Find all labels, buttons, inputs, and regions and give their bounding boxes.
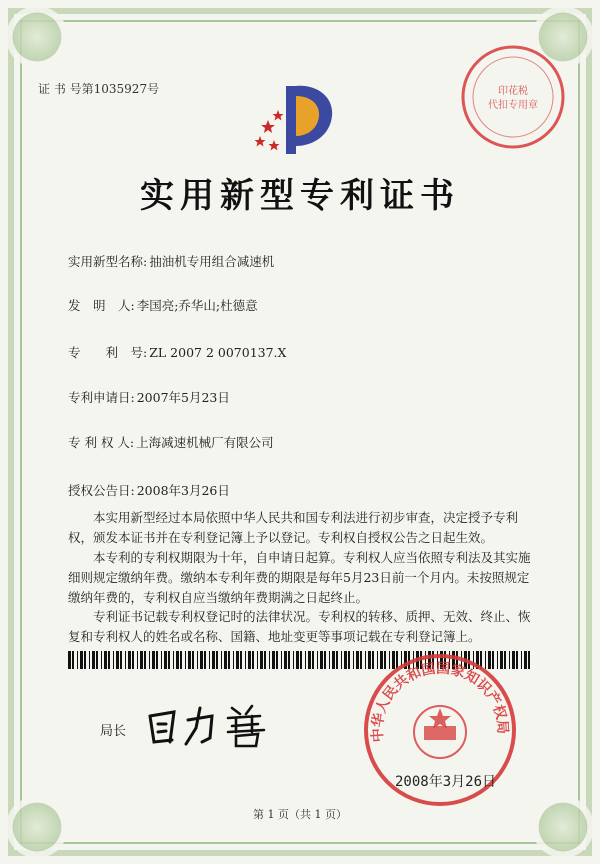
- barcode-bar: [204, 651, 206, 669]
- barcode-bar: [108, 651, 110, 669]
- field-value: 2008年3月26日: [136, 483, 230, 498]
- field-label: 实用新型名称:: [68, 254, 148, 269]
- barcode-bar: [77, 651, 78, 669]
- barcode-bar: [140, 651, 143, 669]
- barcode-bar: [329, 651, 330, 669]
- svg-text:代扣专用章: 代扣专用章: [488, 100, 538, 111]
- barcode-bar: [281, 651, 282, 669]
- barcode-bar: [317, 651, 318, 669]
- page-number: 第 1 页（共 1 页）: [253, 808, 347, 821]
- certificate-title: 实用新型专利证书: [140, 176, 460, 216]
- barcode-bar: [216, 651, 218, 669]
- barcode-bar: [168, 651, 170, 669]
- barcode-bar: [144, 651, 146, 669]
- barcode-bar: [180, 651, 182, 669]
- barcode-bar: [156, 651, 158, 669]
- signature-label: 局长: [100, 724, 127, 739]
- barcode-bar: [72, 651, 74, 669]
- field-value: 抽油机专用组合减速机: [149, 254, 275, 269]
- barcode-bar: [344, 651, 347, 669]
- barcode-bar: [128, 651, 131, 669]
- field-patent-number: [68, 343, 286, 361]
- barcode-bar: [312, 651, 314, 669]
- barcode-bar: [293, 651, 294, 669]
- barcode-bar: [296, 651, 299, 669]
- barcode-bar: [176, 651, 179, 669]
- field-label: 专 利 权 人:: [68, 435, 135, 450]
- field-value: 李国亮;乔华山;杜德意: [136, 298, 258, 313]
- barcode-bar: [101, 651, 102, 669]
- field-label: 专利申请日:: [68, 390, 135, 405]
- barcode-bar: [276, 651, 278, 669]
- barcode-bar: [84, 651, 86, 669]
- barcode-bar: [188, 651, 191, 669]
- field-label: 专 利 号:: [68, 345, 148, 360]
- barcode-bar: [332, 651, 335, 669]
- field-value: 2007年5月23日: [136, 390, 230, 405]
- barcode-bar: [240, 651, 242, 669]
- barcode-bar: [68, 651, 71, 669]
- barcode-bar: [245, 651, 246, 669]
- barcode-bar: [197, 651, 198, 669]
- barcode-bar: [356, 651, 359, 669]
- barcode-bar: [116, 651, 119, 669]
- barcode-bar: [233, 651, 234, 669]
- barcode-bar: [305, 651, 306, 669]
- barcode-bar: [185, 651, 186, 669]
- barcode-bar: [192, 651, 194, 669]
- barcode-bar: [272, 651, 275, 669]
- barcode-bar: [308, 651, 311, 669]
- field-label: 授权公告日:: [68, 483, 135, 498]
- field-value: ZL 2007 2 0070137.X: [149, 345, 287, 360]
- barcode-bar: [228, 651, 230, 669]
- barcode-bar: [353, 651, 354, 669]
- barcode-bar: [132, 651, 134, 669]
- barcode-bar: [120, 651, 122, 669]
- corner-ornament-top-left: [6, 6, 68, 68]
- paragraph-review: 本实用新型经过本局依照中华人民共和国专利法进行初步审查，决定授予专利权，颁发本证书并在专利登记簿上予以登记。专利权自授权公告之日起生效。: [68, 510, 519, 545]
- barcode-bar: [252, 651, 254, 669]
- barcode-bar: [152, 651, 155, 669]
- tax-stamp-seal: [458, 42, 568, 152]
- director-signature: [140, 698, 280, 750]
- barcode-bar: [521, 651, 522, 669]
- field-value: 上海减速机械厂有限公司: [136, 435, 274, 450]
- barcode-bar: [209, 651, 210, 669]
- paragraph-legal-status: 专利证书记载专利权登记时的法律状况。专利权的转移、质押、无效、终止、恢复和专利权人的姓名或名称、国籍、地址变更等事项记载在专利登记簿上。: [68, 609, 531, 644]
- barcode-bar: [92, 651, 95, 669]
- field-filing-date: [68, 388, 230, 406]
- barcode-bar: [341, 651, 342, 669]
- barcode-bar: [269, 651, 270, 669]
- barcode-bar: [524, 651, 527, 669]
- barcode-bar: [257, 651, 258, 669]
- barcode-bar: [164, 651, 167, 669]
- barcode-bar: [288, 651, 290, 669]
- barcode-bar: [348, 651, 350, 669]
- barcode-bar: [173, 651, 174, 669]
- barcode-bar: [300, 651, 302, 669]
- barcode-bar: [125, 651, 126, 669]
- barcode-bar: [320, 651, 323, 669]
- seal-text: 中华人民共和国国家知识产权局: [369, 660, 511, 743]
- field-label: 发 明 人:: [68, 298, 135, 313]
- barcode-bar: [260, 651, 263, 669]
- barcode-bar: [113, 651, 114, 669]
- svg-text:印花税: 印花税: [498, 86, 528, 97]
- field-grant-date: [68, 481, 230, 499]
- barcode-bar: [236, 651, 239, 669]
- certificate-number: 证 书 号第1035927号: [38, 82, 160, 96]
- paragraph-term: 本专利的专利权期限为十年，自申请日起算。专利权人应当依照专利法及其实施细则规定缴纳年费。缴纳本专利年费的期限是每年5月23日前一个月内。未按照规定缴纳年费的，专利权自应当缴纳年费期满之日起终止。: [68, 550, 531, 605]
- barcode-bar: [200, 651, 203, 669]
- issue-date: 2008年3月26日: [395, 774, 497, 790]
- barcode-bar: [89, 651, 90, 669]
- field-inventor: [68, 296, 258, 314]
- barcode-bar: [284, 651, 287, 669]
- barcode-bar: [221, 651, 222, 669]
- barcode-bar: [80, 651, 83, 669]
- patent-office-logo-icon: [248, 80, 348, 160]
- barcode-bar: [104, 651, 107, 669]
- field-patent-holder: [68, 433, 274, 451]
- barcode-bar: [324, 651, 326, 669]
- barcode-bar: [149, 651, 150, 669]
- barcode-bar: [336, 651, 338, 669]
- barcode-bar: [161, 651, 162, 669]
- barcode-bar: [224, 651, 227, 669]
- barcode-bar: [264, 651, 266, 669]
- barcode-bar: [248, 651, 251, 669]
- barcode-bar: [212, 651, 215, 669]
- barcode-bar: [137, 651, 138, 669]
- field-utility-model-name: [68, 252, 274, 270]
- barcode-bar: [96, 651, 98, 669]
- barcode-bar: [528, 651, 530, 669]
